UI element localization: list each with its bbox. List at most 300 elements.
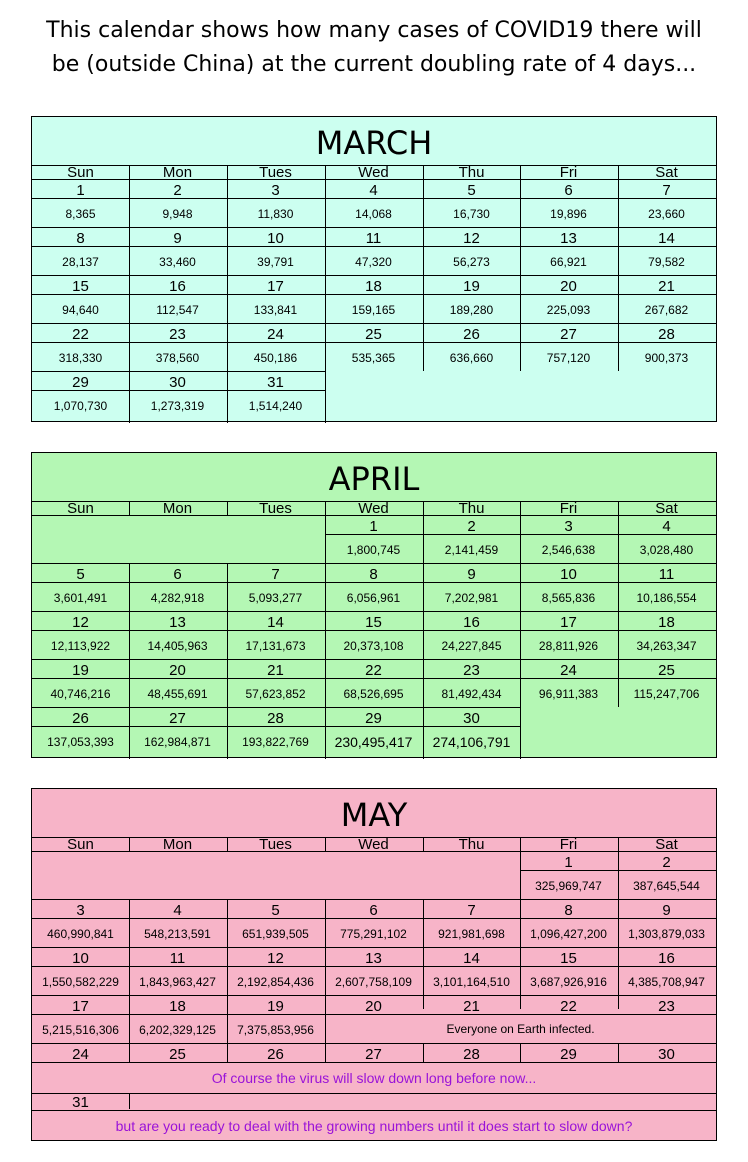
grid-line [520, 611, 521, 659]
grid-line [227, 501, 228, 515]
day-number: 17 [72, 998, 89, 1015]
grid-line [32, 707, 520, 708]
grid-line [129, 899, 130, 947]
day-number: 8 [564, 902, 573, 919]
day-number: 27 [365, 1046, 382, 1063]
day-number: 29 [365, 710, 382, 727]
grid-line [129, 1093, 130, 1109]
day-number: 28 [463, 1046, 480, 1063]
case-count: 47,320 [355, 255, 392, 269]
grid-line [520, 563, 521, 611]
grid-line [618, 837, 619, 851]
day-number: 12 [463, 230, 480, 247]
case-count: 6,202,329,125 [139, 1023, 216, 1037]
day-number: 7 [271, 566, 280, 583]
grid-line [129, 611, 130, 659]
march-calendar [31, 116, 717, 422]
grid-line [32, 1110, 716, 1111]
day-number: 2 [467, 518, 476, 535]
case-count: 94,640 [62, 303, 99, 317]
case-count: 14,405,963 [147, 639, 208, 653]
grid-line [618, 1043, 619, 1062]
case-count: 66,921 [550, 255, 587, 269]
grid-line [520, 227, 521, 275]
day-number: 31 [267, 374, 284, 391]
case-count: 10,186,554 [636, 591, 697, 605]
grid-line [32, 390, 325, 391]
grid-line [325, 947, 326, 995]
case-count: 2,192,854,436 [237, 975, 314, 989]
day-number: 17 [267, 278, 284, 295]
day-number: 8 [369, 566, 378, 583]
case-count: 1,096,427,200 [530, 927, 607, 941]
case-count: 378,560 [155, 351, 200, 365]
month-name-may: MAY [340, 796, 408, 834]
case-count: 133,841 [253, 303, 298, 317]
grid-line [227, 275, 228, 323]
day-number: 26 [267, 1046, 284, 1063]
grid-line [618, 995, 619, 1009]
case-count: 7,375,853,956 [237, 1023, 314, 1037]
case-count: 757,120 [546, 351, 591, 365]
case-count: 460,990,841 [47, 927, 114, 941]
day-number: 6 [564, 182, 573, 199]
case-count: 651,939,505 [242, 927, 309, 941]
grid-line [325, 323, 326, 371]
grid-line [129, 323, 130, 371]
day-number: 16 [658, 950, 675, 967]
grid-line [520, 947, 521, 995]
case-count: 1,303,879,033 [628, 927, 705, 941]
day-number: 15 [560, 950, 577, 967]
day-number: 1 [564, 854, 573, 871]
day-number: 30 [169, 374, 186, 391]
grid-line [423, 227, 424, 275]
day-number: 3 [76, 902, 85, 919]
case-count: 68,526,695 [343, 687, 404, 701]
grid-line [129, 275, 130, 323]
day-number: 2 [173, 182, 182, 199]
weekday-label-mon: Mon [162, 500, 193, 517]
case-count: 39,791 [257, 255, 294, 269]
grid-line [423, 515, 424, 563]
weekday-label-sat: Sat [655, 164, 678, 181]
grid-line [32, 1043, 716, 1044]
day-number: 6 [173, 566, 182, 583]
grid-line [520, 899, 521, 947]
case-count: 318,330 [58, 351, 103, 365]
case-count: 3,028,480 [639, 543, 694, 557]
day-number: 19 [72, 662, 89, 679]
grid-line [32, 947, 716, 948]
case-count: 40,746,216 [50, 687, 111, 701]
grid-line [32, 726, 520, 727]
grid-line [520, 707, 521, 759]
grid-line [325, 515, 326, 563]
day-number: 7 [467, 902, 476, 919]
case-count: 325,969,747 [535, 879, 602, 893]
grid-line [618, 227, 619, 275]
day-number: 25 [365, 326, 382, 343]
day-number: 30 [463, 710, 480, 727]
grid-line [423, 501, 424, 515]
grid-line [423, 659, 424, 707]
grid-line [618, 659, 619, 707]
day-number: 26 [463, 326, 480, 343]
slow-down-note: Of course the virus will slow down long before now... [211, 1070, 537, 1086]
weekday-label-tues: Tues [259, 164, 292, 181]
day-number: 4 [369, 182, 378, 199]
grid-line [520, 165, 521, 179]
weekday-label-sun: Sun [67, 836, 94, 853]
grid-line [32, 563, 716, 564]
grid-line [32, 179, 716, 180]
grid-line [325, 659, 326, 707]
case-count: 112,547 [156, 303, 199, 317]
weekday-label-sat: Sat [655, 836, 678, 853]
weekday-label-fri: Fri [559, 500, 578, 517]
day-number: 29 [72, 374, 89, 391]
day-number: 14 [267, 614, 284, 631]
day-number: 13 [169, 614, 186, 631]
case-count: 20,373,108 [343, 639, 404, 653]
day-number: 9 [662, 902, 671, 919]
grid-line [32, 294, 716, 295]
day-number: 29 [560, 1046, 577, 1063]
day-number: 27 [169, 710, 186, 727]
day-number: 19 [267, 998, 284, 1015]
grid-line [32, 371, 325, 372]
day-number: 1 [76, 182, 85, 199]
grid-line [325, 707, 326, 759]
day-number: 30 [658, 1046, 675, 1063]
grid-line [325, 563, 326, 611]
grid-line [618, 611, 619, 659]
case-count: 28,137 [62, 255, 99, 269]
grid-line [129, 227, 130, 275]
grid-line [423, 837, 424, 851]
day-number: 9 [173, 230, 182, 247]
case-count: 79,582 [648, 255, 685, 269]
case-count: 450,186 [253, 351, 298, 365]
case-count: 230,495,417 [334, 734, 413, 750]
case-count: 4,385,708,947 [628, 975, 705, 989]
grid-line [325, 165, 326, 179]
grid-line [227, 323, 228, 371]
grid-line [129, 563, 130, 611]
day-number: 5 [467, 182, 476, 199]
day-number: 3 [271, 182, 280, 199]
grid-line [423, 563, 424, 611]
grid-line [227, 611, 228, 659]
day-number: 25 [658, 662, 675, 679]
grid-line [32, 851, 716, 852]
case-count: 14,068 [355, 207, 392, 221]
weekday-label-thu: Thu [458, 500, 485, 517]
grid-line [227, 1043, 228, 1062]
grid-line [129, 179, 130, 227]
grid-line [32, 995, 716, 996]
grid-line [227, 899, 228, 947]
day-number: 16 [169, 278, 186, 295]
grid-line [32, 342, 716, 343]
grid-line [520, 323, 521, 371]
weekday-label-wed: Wed [358, 836, 389, 853]
day-number: 4 [173, 902, 182, 919]
case-count: 900,373 [644, 351, 689, 365]
day-number: 12 [72, 614, 89, 631]
title-line-2: be (outside China) at the current doubling rate of 4 days... [51, 52, 697, 77]
grid-line [423, 1043, 424, 1062]
case-count: 8,565,836 [541, 591, 596, 605]
day-number: 3 [564, 518, 573, 535]
grid-line [423, 707, 424, 759]
grid-line [32, 246, 716, 247]
grid-line [423, 323, 424, 371]
day-number: 4 [662, 518, 671, 535]
case-count: 6,056,961 [346, 591, 401, 605]
day-number: 20 [365, 998, 382, 1015]
day-number: 2 [662, 854, 671, 871]
day-number: 24 [72, 1046, 89, 1063]
day-number: 14 [658, 230, 675, 247]
grid-line [618, 179, 619, 227]
day-number: 24 [267, 326, 284, 343]
april-calendar [31, 452, 717, 758]
day-number: 21 [658, 278, 675, 295]
case-count: 12,113,922 [50, 639, 111, 653]
grid-line [520, 659, 521, 707]
day-number: 18 [169, 998, 186, 1015]
grid-line [423, 899, 424, 947]
grid-line [325, 1043, 326, 1062]
case-count: 775,291,102 [340, 927, 407, 941]
case-count: 921,981,698 [438, 927, 505, 941]
grid-line [325, 275, 326, 323]
grid-line [129, 1043, 130, 1062]
may-calendar [31, 788, 717, 1141]
day-number: 20 [169, 662, 186, 679]
title-line-1: This calendar shows how many cases of COVID19 there will [46, 18, 702, 43]
weekday-label-fri: Fri [559, 164, 578, 181]
grid-line [227, 179, 228, 227]
weekday-label-sun: Sun [67, 500, 94, 517]
weekday-label-wed: Wed [358, 164, 389, 181]
weekday-label-tues: Tues [259, 836, 292, 853]
grid-line [32, 1014, 716, 1015]
case-count: 2,141,459 [444, 543, 499, 557]
grid-line [129, 659, 130, 707]
everyone-infected-note: Everyone on Earth infected. [446, 1022, 595, 1036]
day-number: 20 [560, 278, 577, 295]
month-name-april: APRIL [328, 460, 420, 498]
case-count: 115,247,706 [633, 687, 700, 701]
grid-line [520, 837, 521, 851]
day-number: 17 [560, 614, 577, 631]
case-count: 1,070,730 [53, 399, 108, 413]
day-number: 21 [267, 662, 284, 679]
weekday-label-tues: Tues [259, 500, 292, 517]
weekday-label-mon: Mon [162, 836, 193, 853]
grid-line [129, 837, 130, 851]
grid-line [32, 966, 716, 967]
grid-line [618, 899, 619, 947]
day-number: 31 [72, 1094, 89, 1111]
weekday-label-wed: Wed [358, 500, 389, 517]
grid-line [520, 179, 521, 227]
grid-line [227, 707, 228, 759]
case-count: 193,822,769 [242, 735, 309, 749]
day-number: 5 [76, 566, 85, 583]
day-number: 18 [658, 614, 675, 631]
case-count: 24,227,845 [441, 639, 502, 653]
day-number: 11 [169, 950, 186, 967]
day-number: 10 [72, 950, 89, 967]
case-count: 23,660 [648, 207, 685, 221]
day-number: 11 [365, 230, 382, 247]
grid-line [227, 371, 228, 423]
case-count: 7,202,981 [444, 591, 499, 605]
case-count: 159,165 [351, 303, 396, 317]
day-number: 27 [560, 326, 577, 343]
grid-line [618, 165, 619, 179]
case-count: 1,273,319 [150, 399, 205, 413]
month-name-march: MARCH [315, 124, 433, 162]
grid-line [32, 630, 716, 631]
weekday-label-mon: Mon [162, 164, 193, 181]
case-count: 1,514,240 [248, 399, 303, 413]
case-count: 636,660 [449, 351, 494, 365]
grid-line [618, 851, 619, 899]
case-count: 3,687,926,916 [530, 975, 607, 989]
grid-line [520, 1043, 521, 1062]
weekday-label-thu: Thu [458, 836, 485, 853]
case-count: 56,273 [453, 255, 490, 269]
case-count: 34,263,347 [636, 639, 697, 653]
grid-line [423, 165, 424, 179]
day-number: 23 [169, 326, 186, 343]
grid-line [423, 611, 424, 659]
case-count: 19,896 [550, 207, 587, 221]
weekday-label-thu: Thu [458, 164, 485, 181]
grid-line [129, 165, 130, 179]
grid-line [32, 227, 716, 228]
ready-note: but are you ready to deal with the growing numbers until it does start to slow down? [115, 1118, 633, 1134]
case-count: 387,645,544 [633, 879, 700, 893]
day-number: 14 [463, 950, 480, 967]
case-count: 28,811,926 [538, 639, 599, 653]
grid-line [325, 837, 326, 851]
grid-line [325, 371, 326, 423]
day-number: 7 [662, 182, 671, 199]
case-count: 3,601,491 [53, 591, 108, 605]
day-number: 10 [560, 566, 577, 583]
case-count: 8,365 [65, 207, 96, 221]
case-count: 17,131,673 [245, 639, 306, 653]
case-count: 274,106,791 [432, 734, 511, 750]
grid-line [32, 659, 716, 660]
case-count: 57,623,852 [245, 687, 306, 701]
day-number: 22 [365, 662, 382, 679]
grid-line [227, 659, 228, 707]
case-count: 225,093 [546, 303, 591, 317]
day-number: 1 [369, 518, 378, 535]
day-number: 15 [365, 614, 382, 631]
grid-line [618, 947, 619, 995]
case-count: 9,948 [162, 207, 193, 221]
day-number: 13 [365, 950, 382, 967]
case-count: 1,550,582,229 [42, 975, 119, 989]
day-number: 24 [560, 662, 577, 679]
weekday-label-sun: Sun [67, 164, 94, 181]
grid-line [32, 275, 716, 276]
case-count: 5,093,277 [248, 591, 303, 605]
day-number: 23 [658, 998, 675, 1015]
grid-line [423, 995, 424, 1009]
day-number: 18 [365, 278, 382, 295]
grid-line [423, 275, 424, 323]
day-number: 11 [658, 566, 675, 583]
case-count: 3,101,164,510 [433, 975, 510, 989]
day-number: 8 [76, 230, 85, 247]
grid-line [618, 563, 619, 611]
case-count: 81,492,434 [441, 687, 502, 701]
weekday-label-fri: Fri [559, 836, 578, 853]
day-number: 19 [463, 278, 480, 295]
grid-line [423, 179, 424, 227]
grid-line [32, 582, 716, 583]
grid-line [32, 1062, 716, 1063]
day-number: 15 [72, 278, 89, 295]
grid-line [129, 947, 130, 995]
grid-line [618, 275, 619, 323]
case-count: 2,546,638 [541, 543, 596, 557]
day-number: 10 [267, 230, 284, 247]
day-number: 16 [463, 614, 480, 631]
grid-line [325, 611, 326, 659]
case-count: 1,843,963,427 [139, 975, 216, 989]
day-number: 22 [72, 326, 89, 343]
case-count: 33,460 [159, 255, 196, 269]
grid-line [520, 501, 521, 515]
grid-line [325, 899, 326, 947]
grid-line [32, 899, 716, 900]
grid-line [227, 227, 228, 275]
case-count: 162,984,871 [144, 735, 211, 749]
grid-line [129, 501, 130, 515]
day-number: 5 [271, 902, 280, 919]
grid-line [32, 323, 716, 324]
case-count: 548,213,591 [144, 927, 211, 941]
day-number: 12 [267, 950, 284, 967]
grid-line [129, 707, 130, 759]
case-count: 48,455,691 [147, 687, 208, 701]
grid-line [227, 947, 228, 995]
case-count: 137,053,393 [47, 735, 114, 749]
grid-line [32, 198, 716, 199]
grid-line [32, 1093, 716, 1094]
day-number: 28 [267, 710, 284, 727]
case-count: 189,280 [449, 303, 494, 317]
grid-line [32, 678, 716, 679]
grid-line [325, 179, 326, 227]
grid-line [325, 227, 326, 275]
day-number: 25 [169, 1046, 186, 1063]
grid-line [227, 165, 228, 179]
case-count: 267,682 [644, 303, 689, 317]
day-number: 21 [463, 998, 480, 1015]
day-number: 6 [369, 902, 378, 919]
